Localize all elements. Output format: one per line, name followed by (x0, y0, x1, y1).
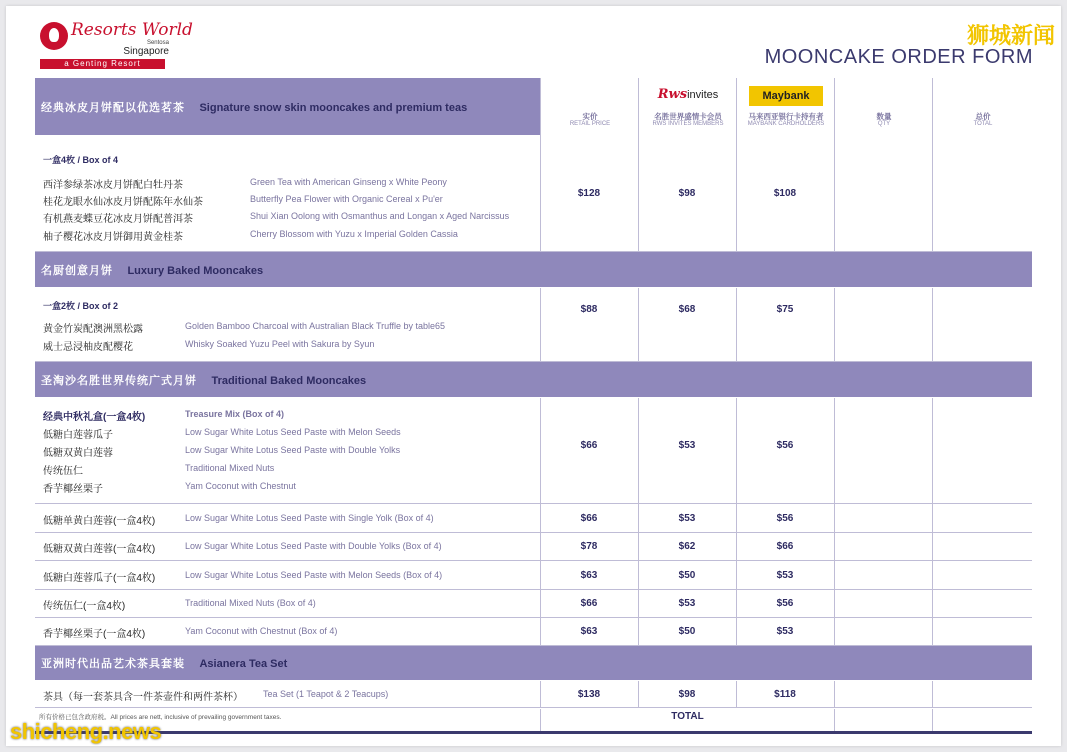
form-footer (35, 701, 1032, 734)
col-maybank (736, 78, 835, 135)
table-row (35, 533, 1032, 561)
item-zh: 威士忌浸柚皮配樱花 (43, 342, 133, 353)
col-qty (834, 78, 933, 135)
item-en: Low Sugar White Lotus Seed Paste with Melon Seeds (Box of 4) (185, 570, 443, 580)
qty-cell[interactable] (834, 504, 932, 532)
item-en: Whisky Soaked Yuzu Peel with Sakura by Syun (185, 339, 375, 349)
section-title-en: Signature snow skin mooncakes and premium teas (199, 101, 468, 114)
treasure-mix-block (35, 398, 1032, 504)
col-retail-zh: 实价 (582, 112, 598, 121)
col-rws-en: RWS INVITES MEMBERS (652, 121, 724, 127)
price-retail: $63 (580, 626, 598, 637)
price-rws: $62 (678, 541, 696, 552)
item-en: Shui Xian Oolong with Osmanthus and Longan x Aged Narcissus (250, 211, 510, 221)
item-zh: 茶具（每一套茶具含一件茶壶件和两件茶杯） (43, 692, 243, 703)
luxury-block (35, 288, 1032, 362)
item-en: Yam Coconut with Chestnut (Box of 4) (185, 626, 338, 636)
item-zh: 低糖白莲蓉瓜子(一盒4枚) (43, 573, 156, 584)
qty-cell[interactable] (834, 561, 932, 589)
price-maybank: $108 (773, 187, 797, 199)
item-zh: 香芋椰丝栗子(一盒4枚) (43, 629, 146, 640)
maybank-logo: Maybank (749, 86, 823, 106)
price-maybank: $66 (776, 541, 794, 552)
price-rws: $98 (678, 688, 696, 700)
price-retail: $66 (580, 598, 598, 609)
col-total-en: TOTAL (973, 121, 993, 127)
qty-cell[interactable] (834, 135, 932, 251)
logo-city: Singapore (123, 46, 169, 57)
section-title-zh: 名厨创意月饼 (41, 264, 113, 277)
col-qty-zh: 数量 (876, 112, 892, 121)
item-en: Tea Set (1 Teapot & 2 Teacups) (263, 689, 389, 699)
section-header-baked (35, 252, 1032, 287)
table-row (35, 504, 1032, 533)
col-retail-en: RETAIL PRICE (569, 121, 611, 127)
price-rws: $53 (678, 598, 696, 609)
treasure-title-en: Treasure Mix (Box of 4) (185, 409, 285, 419)
price-maybank: $118 (774, 688, 796, 700)
section-header-snowskin (35, 78, 540, 135)
page-title: MOONCAKE ORDER FORM (764, 46, 1033, 68)
site-tag: 狮城新闻 (966, 24, 1055, 49)
logo-script: Resorts World (71, 20, 193, 40)
col-total (932, 78, 1033, 135)
item-en: Low Sugar White Lotus Seed Paste with Double Yolks (185, 445, 401, 455)
rws-invites-logo: Rwsinvites (657, 87, 719, 102)
resorts-world-logo (40, 20, 193, 72)
item-zh: 低糖单黄白莲蓉(一盒4枚) (43, 516, 156, 527)
tax-note: 所有价格已包含政府税。All prices are nett, inclusive of prevailing government taxes. (39, 714, 282, 721)
item-zh: 传统伍仁 (43, 466, 83, 477)
col-rws-zh: 名胜世界盛情卡会员 (654, 112, 722, 121)
item-en: Yam Coconut with Chestnut (185, 481, 296, 491)
item-en: Low Sugar White Lotus Seed Paste with Melon Seeds (185, 427, 401, 437)
price-maybank: $56 (776, 440, 794, 451)
table-row (35, 618, 1032, 646)
section-title-en: Luxury Baked Mooncakes (127, 264, 264, 277)
logo-sentosa: Sentosa (146, 40, 169, 46)
price-maybank: $53 (776, 626, 794, 637)
snowskin-block (35, 135, 1032, 252)
section-title-zh: 亚洲时代出品艺术茶具套装 (41, 658, 185, 670)
section-title-zh: 经典冰皮月饼配以优选茗茶 (41, 101, 185, 114)
table-header (35, 78, 1032, 135)
price-rws: $53 (678, 512, 696, 524)
price-maybank: $56 (776, 512, 794, 524)
qty-cell[interactable] (834, 590, 932, 617)
price-retail: $66 (580, 440, 598, 451)
item-en: Green Tea with American Ginseng x White Peony (250, 177, 447, 187)
box-label: 一盒2枚 / Box of 2 (43, 301, 119, 311)
item-zh: 桂花龙眼水仙冰皮月饼配陈年水仙茶 (43, 197, 203, 208)
qty-cell[interactable] (834, 398, 932, 503)
section-title-en: Traditional Baked Mooncakes (211, 374, 367, 387)
qty-cell[interactable] (834, 533, 932, 560)
price-maybank: $53 (776, 569, 794, 581)
price-retail: $88 (580, 304, 598, 315)
item-zh: 有机燕麦蝶豆花冰皮月饼配普洱茶 (43, 214, 193, 225)
col-maybank-en: MAYBANK CARDHOLDERS (747, 121, 825, 127)
table-row (35, 590, 1032, 618)
col-retail-price (540, 78, 639, 135)
section-header-teaset (35, 646, 1032, 680)
price-maybank: $56 (776, 598, 794, 609)
table-row (35, 561, 1032, 590)
section-header-traditional (35, 362, 1032, 397)
col-qty-en: QTY (877, 121, 891, 127)
box-label: 一盒4枚 / Box of 4 (43, 155, 119, 165)
section-title-zh: 圣淘沙名胜世界传统广式月饼 (41, 374, 197, 387)
price-retail: $63 (580, 569, 598, 581)
qty-cell[interactable] (834, 288, 932, 361)
logo-emblem-icon (40, 22, 68, 50)
item-zh: 低糖双黄白莲蓉 (43, 448, 113, 459)
col-total-zh: 总价 (975, 112, 991, 121)
price-rws: $68 (678, 304, 696, 315)
item-zh: 低糖白莲蓉瓜子 (43, 430, 113, 441)
item-en: Cherry Blossom with Yuzu x Imperial Golden Cassia (250, 229, 458, 239)
item-en: Traditional Mixed Nuts (Box of 4) (185, 598, 316, 608)
price-retail: $78 (580, 541, 598, 552)
price-rws: $50 (678, 626, 696, 637)
item-zh: 柚子樱花冰皮月饼御用黄金桂茶 (43, 232, 183, 243)
col-maybank-zh: 马来西亚银行卡持有者 (748, 112, 824, 121)
item-en: Low Sugar White Lotus Seed Paste with Single Yolk (Box of 4) (185, 513, 434, 523)
qty-cell[interactable] (834, 618, 932, 645)
logo-bar: a Genting Resort (40, 59, 165, 69)
item-zh: 香芋椰丝栗子 (43, 484, 103, 495)
price-rws: $53 (678, 440, 696, 451)
total-cell (932, 135, 1032, 251)
treasure-title-zh: 经典中秋礼盒(一盒4枚) (43, 412, 146, 423)
price-retail: $138 (577, 688, 601, 700)
grand-total-label: TOTAL (671, 711, 704, 722)
item-en: Butterfly Pea Flower with Organic Cereal x Pu'er (250, 194, 443, 204)
item-zh: 黄金竹炭配澳洲黑松露 (43, 324, 143, 335)
item-en: Golden Bamboo Charcoal with Australian Black Truffle by table65 (185, 321, 445, 331)
price-retail: $128 (577, 187, 601, 199)
price-rws: $98 (678, 187, 696, 199)
price-maybank: $75 (776, 304, 794, 315)
item-zh: 西洋参绿茶冰皮月饼配白牡丹茶 (43, 180, 183, 191)
item-zh: 低糖双黄白莲蓉(一盒4枚) (43, 544, 156, 555)
section-title-en: Asianera Tea Set (199, 658, 288, 670)
item-zh: 传统伍仁(一盒4枚) (43, 601, 126, 612)
price-rws: $50 (678, 569, 696, 581)
watermark: shicheng.news (10, 719, 162, 744)
item-en: Low Sugar White Lotus Seed Paste with Double Yolks (Box of 4) (185, 541, 442, 551)
item-en: Traditional Mixed Nuts (185, 463, 275, 473)
col-rws-invites (638, 78, 737, 135)
price-retail: $66 (580, 512, 598, 524)
